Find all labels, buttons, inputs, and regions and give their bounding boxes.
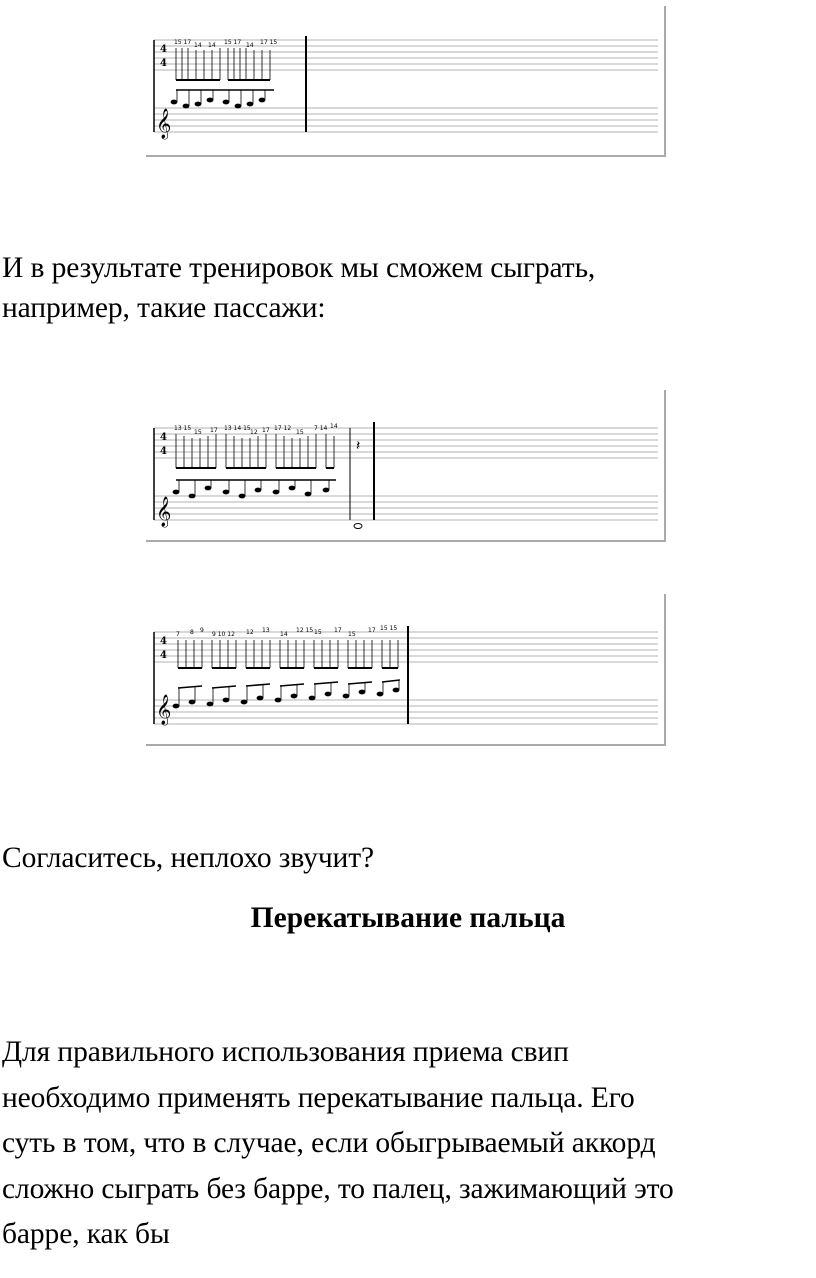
svg-text:17: 17: [210, 427, 218, 434]
svg-text:13: 13: [262, 627, 270, 634]
svg-text:15: 15: [314, 629, 322, 636]
svg-text:15: 15: [296, 429, 304, 436]
svg-text:12: 12: [250, 429, 258, 436]
svg-text:𝄽: 𝄽: [356, 438, 361, 454]
svg-text:15 15: 15 15: [380, 625, 398, 632]
svg-text:9: 9: [200, 627, 204, 634]
svg-text:8: 8: [190, 629, 194, 636]
svg-text:14: 14: [194, 42, 202, 49]
section-heading: Перекатывание пальца: [250, 902, 566, 934]
svg-text:4: 4: [160, 58, 167, 69]
paragraph-3-line-3: суть в том, что в случае, если обыгрываемый аккорд: [2, 1127, 656, 1159]
svg-text:4: 4: [160, 650, 167, 661]
svg-text:4: 4: [160, 432, 167, 443]
svg-text:15 17: 15 17: [174, 39, 192, 46]
svg-text:17: 17: [262, 427, 270, 434]
svg-text:17 12: 17 12: [274, 425, 292, 432]
svg-text:4: 4: [160, 446, 167, 457]
paragraph-2: [2, 838, 374, 878]
paragraph-1-line-2: например, такие пассажи:: [2, 292, 326, 324]
paragraph-2-line-1: Согласитесь, неплохо звучит?: [2, 842, 375, 874]
svg-text:15: 15: [348, 631, 356, 638]
svg-text:17: 17: [334, 627, 342, 634]
svg-text:𝄞: 𝄞: [156, 497, 172, 527]
svg-text:4: 4: [160, 636, 167, 647]
svg-text:𝄞: 𝄞: [156, 695, 172, 725]
svg-text:7: 7: [176, 631, 180, 638]
paragraph-3-line-1: Для правильного использования приема свип: [2, 1036, 569, 1068]
svg-text:14: 14: [208, 42, 216, 49]
paragraph-3-line-2: необходимо применять перекатывание пальца. Его: [2, 1081, 635, 1114]
svg-text:𝄞: 𝄞: [156, 109, 172, 139]
svg-text:17 15: 17 15: [260, 39, 278, 46]
svg-text:17: 17: [368, 627, 376, 634]
paragraph-1-line-1: И в результате тренировок мы сможем сыграть,: [2, 252, 596, 284]
tab-score-image-1: [146, 0, 668, 160]
svg-text:7 14: 7 14: [314, 425, 328, 432]
svg-text:12: 12: [246, 629, 254, 636]
paragraph-3-line-4: сложно сыграть без барре, то палец, зажимающий это: [2, 1172, 674, 1205]
svg-text:14: 14: [246, 42, 254, 49]
svg-text:15 17: 15 17: [224, 39, 242, 46]
paragraph-3: [2, 1030, 674, 1258]
svg-text:13 15: 13 15: [174, 425, 192, 432]
svg-text:14: 14: [330, 423, 338, 430]
svg-text:15: 15: [194, 429, 202, 436]
svg-text:4: 4: [160, 44, 167, 55]
svg-text:9 10 12: 9 10 12: [212, 631, 235, 638]
paragraph-1: [2, 248, 595, 328]
svg-text:13 14 15: 13 14 15: [224, 425, 251, 432]
tab-score-image-2: [146, 388, 668, 548]
svg-text:14: 14: [280, 631, 288, 638]
tab-score-image-3: [146, 592, 668, 752]
svg-text:12 15: 12 15: [296, 627, 314, 634]
paragraph-3-line-5: барре, как бы: [2, 1218, 170, 1250]
